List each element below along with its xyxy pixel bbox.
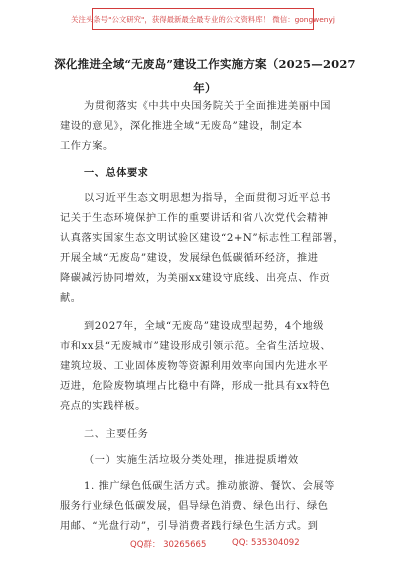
body-line: 工作方案。 [60,141,114,152]
promo-banner-text: 关注头条号"公文研究"，获得最新最全最专业的公文资料库！ 微信：gongwenyj [71,14,335,24]
body-line: 用邮、“光盘行动”，引导消费者践行绿色生活方式。到 [60,521,319,532]
document-title-line-1: 深化推进全域“无废岛”建设工作实施方案（2025—2027 [54,57,356,71]
body-line: 以习近平生态文明思想为指导，全面贯彻习近平总书 [84,193,331,204]
body-line: 市和xx县“无废城市”建设形成引领示范。全省生活垃圾、 [60,341,332,352]
body-line: 服务行业绿色低碳发展，倡导绿色消费、绿色出行、绿色 [60,501,329,512]
body-line: 建筑垃圾、工业固体废物等资源利用效率向国内先进水平 [60,361,329,372]
body-line: 到2027年，全域“无废岛”建设成型起势，4个地级 [84,321,324,332]
promo-banner [71,8,335,30]
body-line: 献。 [60,293,82,304]
qq-group-number: QQ群： 30265665 [130,540,207,550]
body-line: 记关于生态环境保护工作的重要讲话和省八次党代会精神 [60,213,329,224]
subsection-heading: （一）实施生活垃圾分类处理，推进提质增效 [84,455,299,466]
body-line: 1. 推广绿色低碳生活方式。推动旅游、餐饮、会展等 [84,481,335,492]
section-heading-tasks: 二、主要任务 [84,429,149,440]
footer-contact [0,538,408,552]
document-title-line-2: 年） [193,81,217,95]
body-line: 建设的意见》，深化推进全域“无废岛”建设，制定本 [60,121,303,132]
body-line: 迈进，危险废物填埋占比稳中有降，形成一批具有xx特色 [60,381,331,392]
body-line: 降碳减污协同增效，为美丽xx建设守底线、出亮点、作贡 [60,273,331,284]
body-line: 亮点的实践样板。 [60,401,146,412]
section-heading-general: 一、总体要求 [84,167,149,179]
qq-number: QQ: 535304092 [232,538,300,548]
body-line: 认真落实国家生态文明试验区建设“2+N”标志性工程部署， [60,233,345,244]
body-line: 为贯彻落实《中共中央国务院关于全面推进美丽中国 [84,101,331,112]
body-line: 开展全域“无废岛”建设，发展绿色低碳循环经济，推进 [60,253,319,264]
